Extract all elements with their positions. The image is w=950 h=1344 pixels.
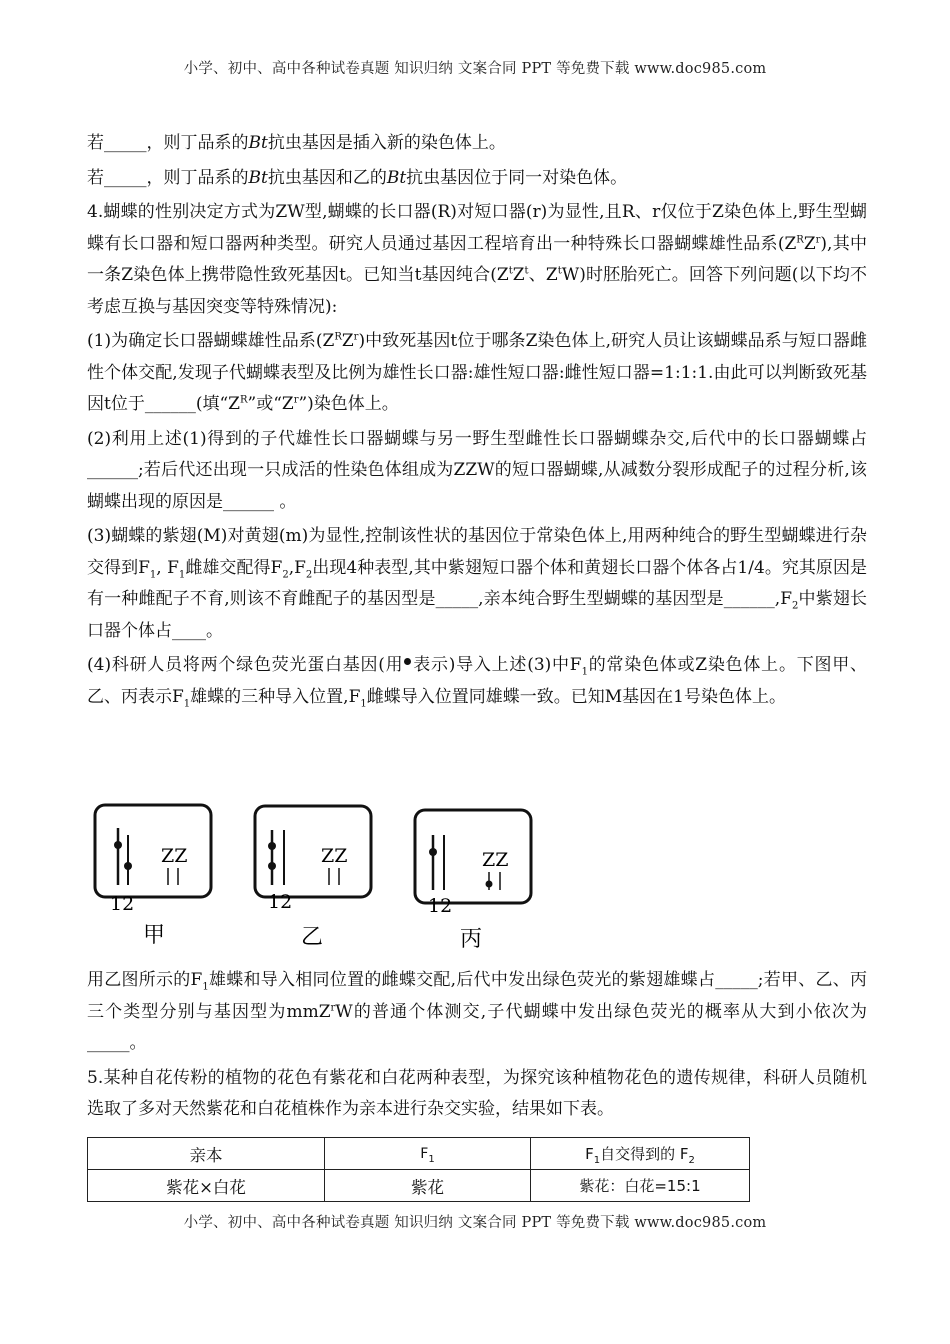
- gfp-gene-dot: [268, 842, 276, 850]
- q4-part-1: (1)为确定长口器蝴蝶雄性品系$(Z^RZ^r)$中致死基因t位于哪条Z染色体上,研究人员让该蝴蝶品系与短口器雌性个体交配,发现子代蝴蝶表型及比例为雄性长口器:雄性短口器:雌性短口器=1:1:1.由此可以判断致死基因t位于______(填“$Z^R$”或“$Z^r$”)染色体上。: [87, 331, 867, 414]
- panel-yi: [255, 806, 371, 950]
- q3-tail-line-2: 若_____，则丁品系的Bt抗虫基因和乙的Bt抗虫基因位于同一对染色体。: [87, 167, 628, 188]
- page-footer: 小学、初中、高中各种试卷真题 知识归纳 文案合同 PPT 等免费下载 www.doc985.com: [183, 1215, 767, 1231]
- zz-label: ZZ: [161, 845, 188, 867]
- q5-intro: 5.某种自花传粉的植物的花色有紫花和白花两种表型，为探究该种植物花色的遗传规律，科研人员随机选取了多对天然紫花和白花植株作为亲本进行杂交实验，结果如下表。: [87, 1067, 867, 1119]
- table-cell: 紫花: [325, 1170, 531, 1202]
- zz-label: ZZ: [482, 849, 509, 871]
- cross-result-table: [87, 1137, 750, 1202]
- panel-label-bing: 丙: [460, 927, 483, 952]
- panel-label-jia: 甲: [143, 923, 166, 948]
- page-header: 小学、初中、高中各种试卷真题 知识归纳 文案合同 PPT 等免费下载 www.doc985.com: [183, 61, 767, 77]
- panel-jia: [95, 805, 211, 948]
- chromosome-figure: [88, 800, 548, 960]
- q4-part-2: (2)利用上述(1)得到的子代雄性长口器蝴蝶与另一野生型雌性长口器蝴蝶杂交,后代中的长口器蝴蝶占______;若后代还出现一只成活的性染色体组成为ZZW的短口器蝴蝶,从减数分裂形成配子的过程分析,该蝴蝶出现的原因是______ 。: [87, 428, 867, 512]
- gfp-gene-dot: [124, 862, 132, 870]
- chromosome-number-label: 12: [268, 891, 293, 913]
- table-row: [88, 1170, 750, 1202]
- panel-label-yi: 乙: [301, 925, 324, 950]
- chromosome-number-label: 12: [110, 893, 135, 915]
- panel-bing: [415, 810, 531, 952]
- gfp-gene-dot: [429, 848, 437, 856]
- table-header-cell: $F_1$自交得到的 $F_2$: [531, 1138, 750, 1170]
- table-cell: 紫花×白花: [88, 1170, 325, 1202]
- chromosome-number-label: 12: [428, 895, 453, 917]
- gfp-gene-dot-icon: [404, 658, 411, 665]
- question-body: [87, 128, 867, 716]
- q4-part-4: (4)科研人员将两个绿色荧光蛋白基因(用 表示)导入上述(3)中$F_1$的常染色体或Z染色体上。下图甲、乙、丙表示$F_1$雄蝶的三种导入位置$,F_1$雌蝶导入位置同雄蝶一致。已知M基因在1号染色体上。: [87, 655, 867, 709]
- q4-intro: 4.蝴蝶的性别决定方式为ZW型,蝴蝶的长口器(R)对短口器(r)为显性,且R、r仅位于Z染色体上,野生型蝴蝶有长口器和短口器两种类型。研究人员通过基因工程培育出一种特殊长口器蝴蝶雄性品系$(Z^RZ^r)$,其中一条Z染色体上携带隐性致死基因t。已知当t基因纯合($Z^tZ^t$、$Z^tW$)时胚胎死亡。回答下列问题(以下均不考虑互换与基因突变等特殊情况):: [87, 202, 868, 317]
- table-header-cell: $F_1$: [325, 1138, 531, 1170]
- gfp-gene-dot: [268, 862, 276, 870]
- zz-label: ZZ: [321, 845, 348, 867]
- table-header-cell: 亲本: [88, 1138, 325, 1170]
- gfp-gene-dot: [486, 881, 493, 888]
- table-cell: 紫花：白花=15:1: [531, 1170, 750, 1202]
- q4-part-4-questions: 用乙图所示的$F_1$雄蝶和导入相同位置的雌蝶交配,后代中发出绿色荧光的紫翅雄蝶占_____;若甲、乙、丙三个类型分别与基因型为mmZ$^r$W的普通个体测交,子代蝴蝶中发出绿色荧光的概率从大到小依次为_____。: [87, 970, 867, 1053]
- gfp-gene-dot: [114, 841, 122, 849]
- q3-tail-line-1: 若_____，则丁品系的Bt抗虫基因是插入新的染色体上。: [87, 133, 506, 153]
- question-body-continued: [87, 965, 867, 1129]
- table-header-row: [88, 1138, 750, 1170]
- q4-part-3: (3)蝴蝶的紫翅(M)对黄翅(m)为显性,控制该性状的基因位于常染色体上,用两种纯合的野生型蝴蝶进行杂交得到$F_1$, $F_1$雌雄交配得$F_2,F_2$出现4种表型,其中紫翅短口器个体和黄翅长口器个体各占1/4。究其原因是有一种雌配子不育,则该不育雌配子的基因型是_____,亲本纯合野生型蝴蝶的基因型是$\_\_\_\_\_\_,F_2$中紫翅长口器个体占____。: [87, 526, 868, 641]
